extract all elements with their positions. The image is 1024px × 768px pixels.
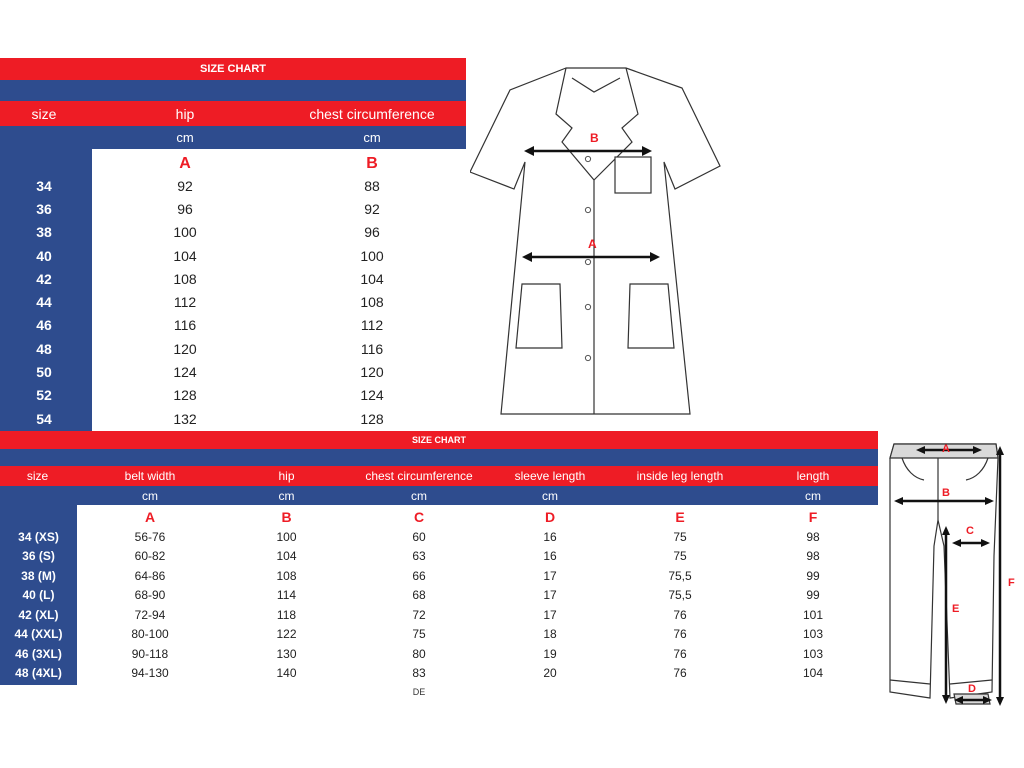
chart2-footer: DE — [412, 687, 426, 697]
coat-label-a: A — [588, 237, 597, 251]
chart1-chest-cell: 96 — [364, 224, 380, 241]
chart1-spacer-row — [0, 80, 466, 101]
chart2-belt-width-cell: 68-90 — [134, 588, 166, 603]
chart1-size-cell: 42 — [36, 270, 52, 287]
chart2-sleeve-cell: 19 — [543, 646, 557, 661]
chart2-sleeve-cell: 16 — [543, 549, 557, 564]
chart2-letter-sleeve: D — [544, 509, 556, 525]
chart1-header-chest: chest circumference — [309, 105, 435, 122]
chart2-unit-belt-width: cm — [142, 488, 158, 503]
chart2-header-belt-width: belt width — [124, 469, 176, 483]
chart2-letter-inside-leg: E — [675, 509, 685, 525]
chart2-title: SIZE CHART — [0, 431, 878, 449]
chart2-hip-cell: 104 — [276, 549, 297, 564]
chart2-sleeve-cell: 17 — [543, 588, 557, 603]
chart1-hip-cell: 92 — [177, 177, 193, 194]
chart2-header-length: length — [796, 469, 830, 483]
chart2-sleeve-cell: 18 — [543, 627, 557, 642]
chart1-letter-b: B — [366, 155, 378, 172]
coat-label-b: B — [590, 131, 599, 145]
chart2-size-cell: 42 (XL) — [18, 607, 59, 622]
chart1-size-cell: 46 — [36, 317, 52, 334]
chart2-unit-length: cm — [805, 488, 821, 503]
pants-label-f: F — [1008, 577, 1015, 589]
chart2-hip-cell: 130 — [276, 646, 297, 661]
chart2-size-cell: 34 (XS) — [18, 529, 59, 544]
chart2-belt-width-cell: 80-100 — [131, 627, 169, 642]
chart2-chest-cell: 83 — [412, 666, 426, 681]
pants-illustration — [884, 436, 1024, 710]
chart1-size-cell: 50 — [36, 364, 52, 381]
chart2-length-cell: 103 — [802, 646, 824, 661]
chart2-chest-cell: 60 — [412, 529, 426, 544]
chart2-length-cell: 98 — [806, 529, 820, 544]
chart1-letter-a: A — [179, 155, 191, 172]
chart2-unit-hip: cm — [278, 488, 295, 503]
chart2-chest-cell: 80 — [412, 646, 426, 661]
size-chart-1 — [0, 58, 466, 432]
chart2-header-chest: chest circumference — [365, 469, 473, 483]
chart2-chest-cell: 66 — [412, 568, 426, 583]
chart1-unit-chest: cm — [363, 130, 381, 145]
pants-label-b: B — [942, 487, 950, 499]
chart1-size-cell: 40 — [36, 247, 52, 264]
chart2-inside-leg-cell: 76 — [673, 627, 687, 642]
chart2-letter-belt-width: A — [144, 509, 156, 525]
chart1-header-hip: hip — [175, 105, 195, 122]
chart2-inside-leg-cell: 75 — [673, 529, 687, 544]
chart2-letter-length: F — [808, 509, 818, 525]
chart2-hip-cell: 108 — [276, 568, 297, 583]
chart1-chest-cell: 88 — [364, 177, 380, 194]
chart1-header-row — [0, 101, 466, 126]
chart1-hip-cell: 128 — [173, 387, 197, 404]
chart2-letter-hip: B — [281, 509, 292, 525]
chart2-sleeve-cell: 17 — [543, 568, 557, 583]
chart2-belt-width-cell: 56-76 — [134, 529, 166, 544]
chart2-sleeve-cell: 17 — [543, 607, 557, 622]
chart2-size-cell: 36 (S) — [22, 549, 55, 564]
chart2-spacer-row — [0, 449, 878, 466]
chart2-size-cell: 38 (M) — [21, 568, 56, 583]
chart2-chest-cell: 75 — [412, 627, 426, 642]
chart2-length-cell: 101 — [802, 607, 824, 622]
chart2-header-inside-leg: inside leg length — [636, 469, 724, 483]
chart1-header-size: size — [31, 105, 57, 122]
chart1-hip-cell: 132 — [173, 410, 197, 427]
chart2-inside-leg-cell: 75 — [673, 549, 687, 564]
chart2-belt-width-cell: 60-82 — [134, 549, 166, 564]
chart2-length-cell: 103 — [802, 627, 824, 642]
chart1-size-cell: 54 — [36, 410, 52, 427]
chart1-chest-cell: 104 — [360, 270, 384, 287]
chart1-hip-cell: 112 — [173, 294, 197, 311]
chart2-chest-cell: 63 — [412, 549, 426, 564]
chart2-inside-leg-cell: 75,5 — [668, 588, 692, 603]
pants-label-c: C — [966, 525, 974, 537]
chart2-chest-cell: 72 — [412, 607, 426, 622]
chart2-hip-cell: 118 — [276, 607, 297, 622]
chart1-title: SIZE CHART — [0, 58, 466, 80]
chart1-hip-cell: 108 — [173, 270, 197, 287]
chart2-size-cell: 44 (XXL) — [14, 627, 63, 642]
chart2-length-cell: 104 — [802, 666, 824, 681]
chart2-inside-leg-cell: 76 — [673, 607, 687, 622]
chart2-units-row — [0, 486, 878, 505]
chart2-header-hip: hip — [278, 469, 295, 483]
chart2-length-cell: 99 — [806, 588, 820, 603]
chart2-belt-width-cell: 72-94 — [134, 607, 166, 622]
chart1-chest-cell: 120 — [360, 364, 384, 381]
chart2-hip-cell: 100 — [276, 529, 297, 544]
chart1-chest-cell: 108 — [360, 294, 384, 311]
chart2-sleeve-cell: 16 — [543, 529, 557, 544]
size-chart-2 — [0, 431, 878, 706]
chart2-hip-cell: 140 — [276, 666, 297, 681]
chart2-header-size: size — [26, 469, 49, 483]
chart1-size-cell: 34 — [36, 177, 52, 194]
pants-label-e: E — [952, 603, 960, 615]
chart2-belt-width-cell: 90-118 — [131, 646, 169, 661]
chart1-size-cell: 52 — [36, 387, 52, 404]
chart1-size-cell: 44 — [36, 294, 52, 311]
chart2-inside-leg-cell: 75,5 — [668, 568, 692, 583]
chart1-chest-cell: 92 — [364, 200, 380, 217]
chart2-letter-chest: C — [413, 509, 425, 525]
chart1-hip-cell: 100 — [173, 224, 197, 241]
chart2-size-cell: 46 (3XL) — [15, 646, 62, 661]
chart2-hip-cell: 122 — [276, 627, 297, 642]
coat-illustration — [470, 62, 722, 418]
chart1-hip-cell: 116 — [173, 317, 197, 334]
chart1-chest-cell: 116 — [360, 340, 384, 357]
chart1-hip-cell: 124 — [173, 364, 197, 381]
chart2-unit-chest: cm — [411, 488, 427, 503]
chart2-belt-width-cell: 64-86 — [134, 568, 166, 583]
chart1-hip-cell: 104 — [173, 247, 197, 264]
chart2-header-row — [0, 466, 878, 486]
chart2-length-cell: 98 — [806, 549, 820, 564]
chart2-sleeve-cell: 20 — [543, 666, 557, 681]
chart2-belt-width-cell: 94-130 — [131, 666, 169, 681]
chart1-chest-cell: 100 — [360, 247, 384, 264]
chart1-size-cell: 38 — [36, 224, 52, 241]
chart1-size-cell: 36 — [36, 200, 52, 217]
chart1-units-row — [0, 126, 466, 149]
chart2-unit-sleeve: cm — [542, 488, 558, 503]
chart1-hip-cell: 120 — [173, 340, 197, 357]
chart2-chest-cell: 68 — [412, 588, 426, 603]
chart1-unit-hip: cm — [176, 130, 194, 145]
chart1-hip-cell: 96 — [177, 200, 193, 217]
chart1-chest-cell: 124 — [360, 387, 384, 404]
chart1-size-cell: 48 — [36, 340, 52, 357]
chart2-unit-inside-leg — [612, 486, 748, 505]
chart2-inside-leg-cell: 76 — [673, 646, 687, 661]
chart2-inside-leg-cell: 76 — [673, 666, 687, 681]
chart1-chest-cell: 112 — [360, 317, 384, 334]
chart2-length-cell: 99 — [806, 568, 820, 583]
chart1-chest-cell: 128 — [360, 410, 384, 427]
pants-label-a: A — [942, 443, 950, 455]
chart2-hip-cell: 114 — [276, 588, 297, 603]
chart2-header-sleeve: sleeve length — [514, 469, 586, 483]
pants-label-d: D — [968, 683, 976, 695]
chart2-size-cell: 48 (4XL) — [15, 666, 62, 681]
chart2-size-cell: 40 (L) — [22, 588, 55, 603]
